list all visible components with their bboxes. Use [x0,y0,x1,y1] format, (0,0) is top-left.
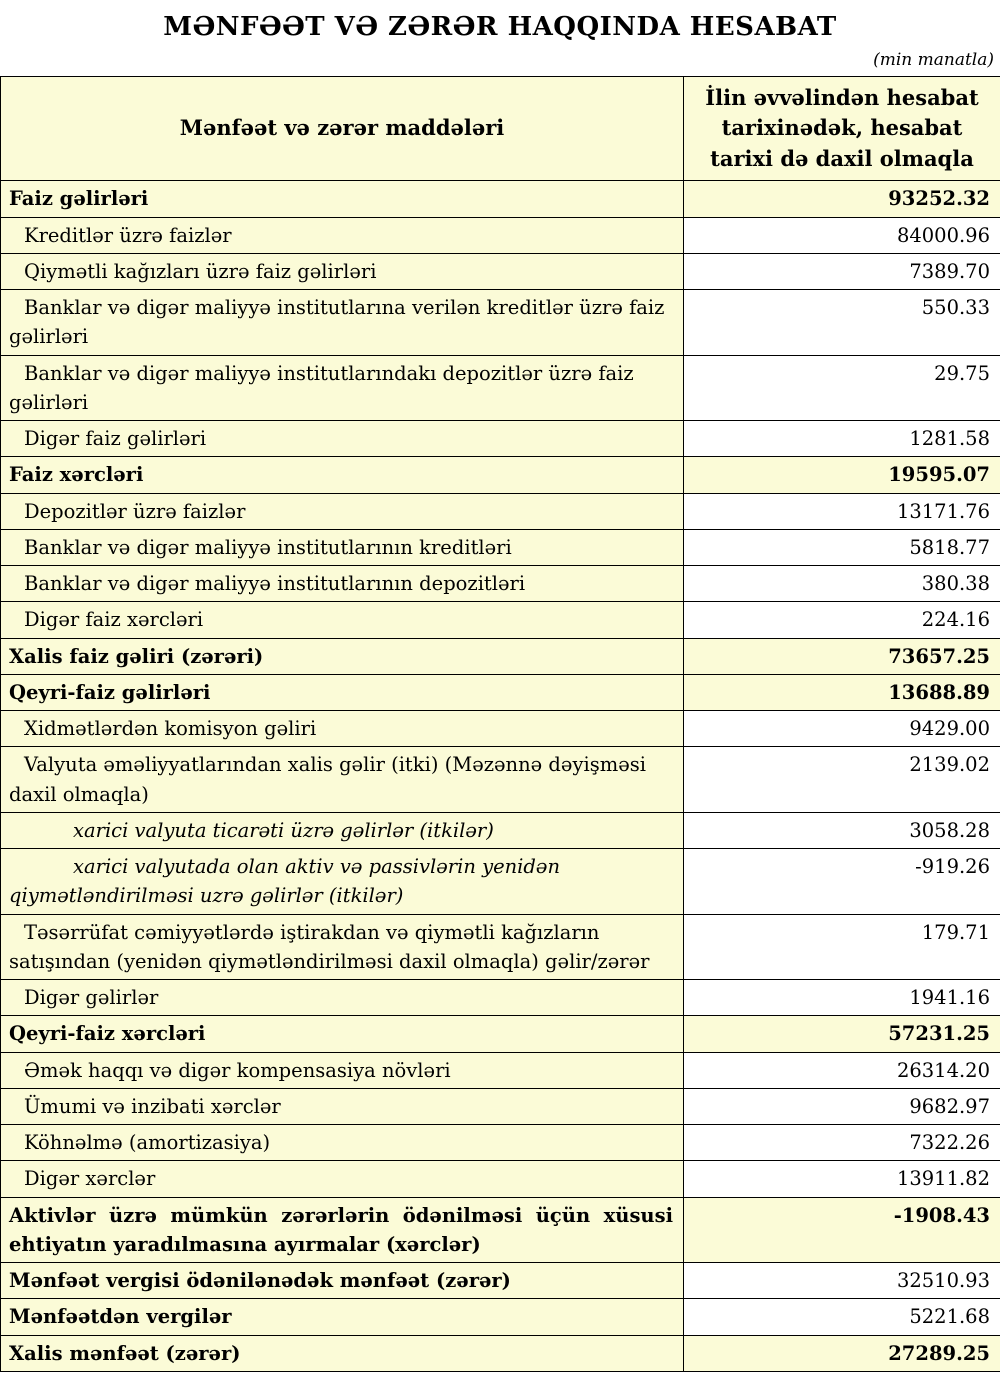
table-row [1,711,1000,747]
row-label: Banklar və digər maliyyə institutlarının kreditləri [1,529,684,565]
row-label: Qiymətli kağızları üzrə faiz gəlirləri [1,253,684,289]
table-row [1,638,1000,674]
row-value: 179.71 [684,914,1000,980]
row-label: Mənfəət vergisi ödənilənədək mənfəət (zərər) [1,1263,684,1299]
row-value: 550.33 [684,290,1000,356]
value-column-header: İlin əvvəlindən hesabat tarixinədək, hesabat tarixi də daxil olmaqla [684,77,1000,181]
table-row [1,457,1000,493]
row-value: 13911.82 [684,1161,1000,1197]
row-label: Digər xərclər [1,1161,684,1197]
row-label: Valyuta əməliyyatlarından xalis gəlir (itki) (Məzənnə dəyişməsi daxil olmaqla) [1,747,684,813]
row-value: 19595.07 [684,457,1000,493]
table-row [1,747,1000,813]
row-value: 380.38 [684,566,1000,602]
table-row [1,181,1000,217]
table-row [1,674,1000,710]
table-header [1,77,1000,181]
table-row [1,1052,1000,1088]
row-value: 1281.58 [684,421,1000,457]
table-row [1,290,1000,356]
row-label: Əmək haqqı və digər kompensasiya növləri [1,1052,684,1088]
row-value: -1908.43 [684,1197,1000,1263]
row-value: 26314.20 [684,1052,1000,1088]
row-value: 9429.00 [684,711,1000,747]
table-row [1,421,1000,457]
row-label: Banklar və digər maliyyə institutlarının depozitləri [1,566,684,602]
table-row [1,1088,1000,1124]
row-value: 9682.97 [684,1088,1000,1124]
row-label: Banklar və digər maliyyə institutlarındakı depozitlər üzrə faiz gəlirləri [1,355,684,421]
unit-note: (min manatla) [0,46,1000,76]
row-label: Digər faiz xərcləri [1,602,684,638]
table-row [1,1299,1000,1335]
row-value: 5818.77 [684,529,1000,565]
row-label: Qeyri-faiz xərcləri [1,1016,684,1052]
row-label: Depozitlər üzrə faizlər [1,493,684,529]
table-row [1,812,1000,848]
table-row [1,1161,1000,1197]
items-column-header: Mənfəət və zərər maddələri [1,77,684,181]
table-row [1,849,1000,915]
row-label: Digər gəlirlər [1,980,684,1016]
row-label: xarici valyutada olan aktiv və passivlərin yenidən qiymətləndirilməsi uzrə gəlirlər (itkilər) [1,849,684,915]
row-label: Aktivlər üzrə mümkün zərərlərin ödənilməsi üçün xüsusi ehtiyatın yaradılmasına ayırmalar (xərclər) [1,1197,684,1263]
row-value: -919.26 [684,849,1000,915]
row-label: Faiz xərcləri [1,457,684,493]
row-value: 13171.76 [684,493,1000,529]
table-row [1,980,1000,1016]
row-label: Xidmətlərdən komisyon gəliri [1,711,684,747]
row-label: Təsərrüfat cəmiyyətlərdə iştirakdan və qiymətli kağızların satışından (yenidən qiymətləndirilməsi daxil olmaqla) gəlir/zərər [1,914,684,980]
row-value: 7322.26 [684,1125,1000,1161]
profit-loss-table [0,76,1000,1372]
row-label: Xalis faiz gəliri (zərəri) [1,638,684,674]
table-row [1,253,1000,289]
table-row [1,1263,1000,1299]
row-value: 93252.32 [684,181,1000,217]
row-label: Mənfəətdən vergilər [1,1299,684,1335]
table-row [1,602,1000,638]
row-label: Xalis mənfəət (zərər) [1,1335,684,1371]
row-label: Ümumi və inzibati xərclər [1,1088,684,1124]
row-label: Köhnəlmə (amortizasiya) [1,1125,684,1161]
row-label: Banklar və digər maliyyə institutlarına verilən kreditlər üzrə faiz gəlirləri [1,290,684,356]
table-row [1,914,1000,980]
table-row [1,529,1000,565]
row-value: 32510.93 [684,1263,1000,1299]
table-row [1,1125,1000,1161]
table-row [1,1197,1000,1263]
row-value: 27289.25 [684,1335,1000,1371]
table-row [1,1016,1000,1052]
row-label: Faiz gəlirləri [1,181,684,217]
row-value: 3058.28 [684,812,1000,848]
row-value: 224.16 [684,602,1000,638]
page-title: MƏNFƏƏT VƏ ZƏRƏR HAQQINDA HESABAT [0,0,1000,46]
row-value: 13688.89 [684,674,1000,710]
row-value: 7389.70 [684,253,1000,289]
table-row [1,1335,1000,1371]
row-value: 1941.16 [684,980,1000,1016]
table-row [1,493,1000,529]
table-row [1,355,1000,421]
row-label: Kreditlər üzrə faizlər [1,217,684,253]
table-row [1,217,1000,253]
row-value: 84000.96 [684,217,1000,253]
table-row [1,566,1000,602]
row-label: Qeyri-faiz gəlirləri [1,674,684,710]
row-value: 57231.25 [684,1016,1000,1052]
row-label: Digər faiz gəlirləri [1,421,684,457]
pl-table-body [1,181,1000,1372]
row-value: 5221.68 [684,1299,1000,1335]
row-value: 2139.02 [684,747,1000,813]
row-value: 73657.25 [684,638,1000,674]
row-value: 29.75 [684,355,1000,421]
row-label: xarici valyuta ticarəti üzrə gəlirlər (itkilər) [1,812,684,848]
